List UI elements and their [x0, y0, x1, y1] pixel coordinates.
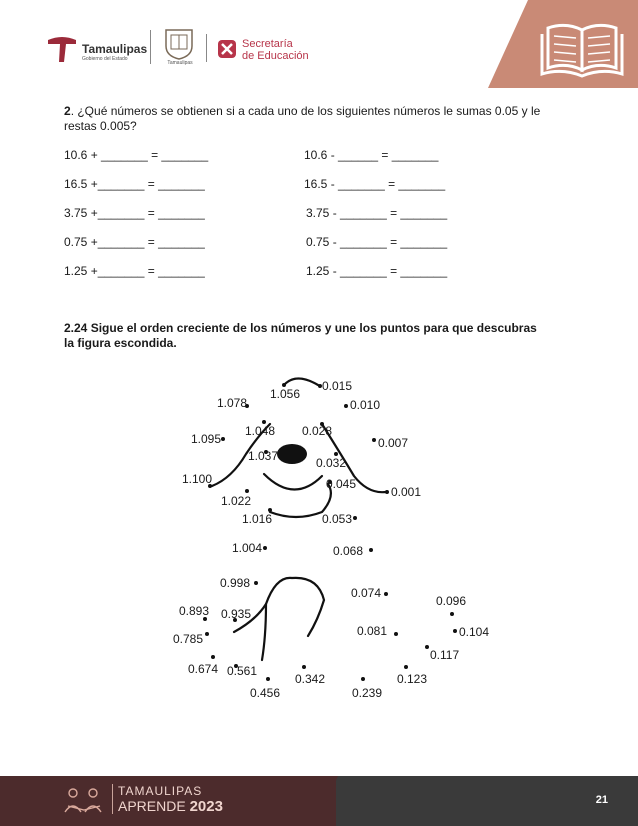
dot-label: 0.998 [220, 576, 251, 590]
footer-slash [316, 776, 338, 826]
dot-label: 1.056 [270, 387, 301, 401]
secretaria-line1: Secretaría [242, 38, 293, 50]
dot-label: 0.674 [188, 662, 219, 676]
page-footer [0, 776, 638, 826]
question-number: 2 [64, 104, 71, 118]
sum-row: 16.5 +_______ = _______ [64, 177, 205, 191]
dog-nose [277, 444, 307, 464]
dot-label: 1.048 [245, 424, 276, 438]
dot-point [384, 592, 388, 596]
dot-label: 0.342 [295, 672, 326, 686]
brand-name: Tamaulipas [82, 42, 148, 56]
subtract-row: 1.25 - _______ = _______ [306, 264, 448, 278]
dot-point [211, 655, 215, 659]
subtract-row: 16.5 - _______ = _______ [304, 177, 446, 191]
dot-label: 1.078 [217, 396, 248, 410]
footer-title: TAMAULIPAS [118, 784, 203, 798]
dot-label: 0.785 [173, 632, 204, 646]
dot-label: 1.095 [191, 432, 222, 446]
dot-point [450, 612, 454, 616]
dot-point [302, 665, 306, 669]
dot-point [372, 438, 376, 442]
dot-label: 0.010 [350, 398, 381, 412]
dot-point [263, 546, 267, 550]
dot-point [394, 632, 398, 636]
sum-row: 0.75 +_______ = _______ [64, 235, 205, 249]
page-number: 21 [595, 794, 608, 806]
subtract-row: 10.6 - ______ = _______ [304, 148, 439, 162]
dot-label: 1.100 [182, 472, 213, 486]
dot-point [369, 548, 373, 552]
dot-label: 0.045 [326, 477, 357, 491]
dot-label: 0.935 [221, 607, 252, 621]
exercise-2-24-title: 2.24 Sigue el orden creciente de los números y une los puntos para que descubras la figura escondida. [64, 321, 537, 350]
dot-label: 0.123 [397, 672, 428, 686]
dot-label: 0.015 [322, 379, 353, 393]
question-text: . ¿Qué números se obtienen si a cada uno de los siguientes números le sumas 0.05 y le restas 0.005? [64, 104, 541, 133]
dot-point [254, 581, 258, 585]
leg-curve [262, 604, 266, 660]
dot-label: 0.028 [302, 424, 333, 438]
dot-label: 0.074 [351, 586, 382, 600]
dot-point [266, 677, 270, 681]
subtract-row: 3.75 - _______ = _______ [306, 206, 448, 220]
dot-point [353, 516, 357, 520]
footer-dark-band [336, 776, 638, 826]
dot-label: 1.004 [232, 541, 263, 555]
dot-point [425, 645, 429, 649]
dot-label: 0.893 [179, 604, 210, 618]
dot-point [453, 629, 457, 633]
dot-label: 1.037 [248, 449, 279, 463]
dot-label: 0.053 [322, 512, 353, 526]
dot-point [344, 404, 348, 408]
dot-point [361, 677, 365, 681]
footer-year: 2023 [189, 798, 223, 815]
footer-divider [112, 784, 113, 814]
dot-point [205, 632, 209, 636]
brand-subtitle: Gobierno del Estado [82, 56, 128, 62]
mouth-curve [264, 474, 322, 490]
people-book-icon [62, 786, 106, 816]
dot-label: 0.007 [378, 436, 409, 450]
dot-label: 1.016 [242, 512, 273, 526]
dot-label: 0.068 [333, 544, 364, 558]
sum-row: 3.75 +_______ = _______ [64, 206, 205, 220]
subtract-row: 0.75 - _______ = _______ [306, 235, 448, 249]
dot-point [245, 489, 249, 493]
dot-label: 0.032 [316, 456, 347, 470]
sum-row: 10.6 + _______ = _______ [64, 148, 209, 162]
dot-point [404, 665, 408, 669]
dot-label: 0.239 [352, 686, 383, 700]
dot-label: 1.022 [221, 494, 252, 508]
dot-point [221, 437, 225, 441]
dot-label: 0.081 [357, 624, 388, 638]
dot-label: 0.001 [391, 485, 422, 499]
dot-label: 0.096 [436, 594, 467, 608]
dot-label: 0.104 [459, 625, 490, 639]
dot-label: 0.561 [227, 664, 258, 678]
footer-subtitle [118, 798, 223, 815]
dot-label: 0.456 [250, 686, 281, 700]
sum-row: 1.25 +_______ = _______ [64, 264, 205, 278]
secretaria-line2: de Educación [242, 50, 309, 62]
head-top-curve [284, 379, 318, 386]
seal-caption: Tamaulipas [167, 60, 193, 66]
dot-label: 0.117 [430, 648, 460, 662]
dot-point [385, 490, 389, 494]
footer-aprende: APRENDE [118, 798, 190, 814]
